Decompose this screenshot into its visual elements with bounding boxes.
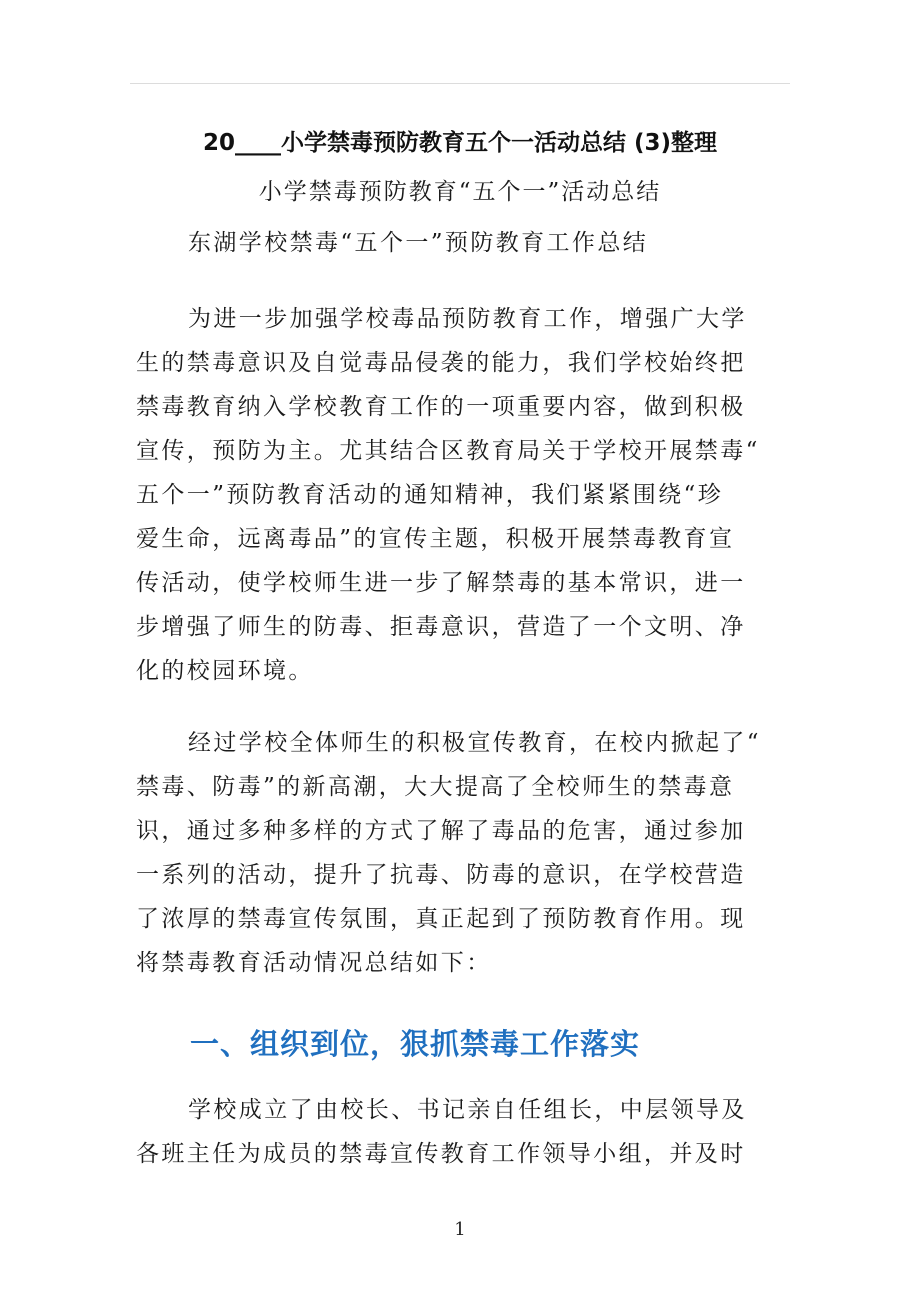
paragraph-line: 化的校园环境。: [136, 658, 314, 684]
paragraph-line: 学校成立了由校长、书记亲自任组长，中层领导及: [188, 1097, 747, 1123]
paragraph-line: 经过学校全体师生的积极宣传教育，在校内掀起了“: [188, 730, 761, 756]
paragraph-line: 禁毒、防毒”的新高潮，大大提高了全校师生的禁毒意: [136, 774, 735, 800]
paragraph-2: [136, 721, 784, 985]
paragraph-line: 步增强了师生的防毒、拒毒意识，营造了一个文明、净: [136, 614, 746, 640]
paragraph-line: 各班主任为成员的禁毒宣传教育工作领导小组，并及时: [136, 1141, 746, 1167]
intro-line: 东湖学校禁毒“五个一”预防教育工作总结: [188, 230, 649, 256]
paragraph-line: 识，通过多种多样的方式了解了毒品的危害，通过参加: [136, 818, 746, 844]
document-title: 20____小学禁毒预防教育五个一活动总结 (3)整理: [202, 130, 718, 156]
intro-paragraph: [136, 221, 784, 265]
paragraph-line: 禁毒教育纳入学校教育工作的一项重要内容，做到积极: [136, 394, 746, 420]
page-number: 1: [454, 1219, 466, 1240]
paragraph-line: 宣传，预防为主。尤其结合区教育局关于学校开展禁毒“: [136, 438, 760, 464]
document-subtitle: 小学禁毒预防教育“五个一”活动总结: [258, 179, 662, 205]
paragraph-line: 将禁毒教育活动情况总结如下：: [136, 950, 492, 976]
paragraph-1: [136, 297, 784, 693]
paragraph-line: 为进一步加强学校毒品预防教育工作，增强广大学: [188, 306, 747, 332]
paragraph-line: 了浓厚的禁毒宣传氛围，真正起到了预防教育作用。现: [136, 906, 746, 932]
header-divider: [130, 83, 790, 84]
paragraph-line: 生的禁毒意识及自觉毒品侵袭的能力，我们学校始终把: [136, 350, 746, 376]
section-heading: 一、组织到位，狠抓禁毒工作落实: [190, 1027, 641, 1061]
paragraph-line: 爱生命，远离毒品”的宣传主题，积极开展禁毒教育宣: [136, 526, 735, 552]
paragraph-line: 五个一”预防教育活动的通知精神，我们紧紧围绕“珍: [136, 482, 724, 508]
paragraph-3: [136, 1088, 784, 1176]
paragraph-line: 传活动，使学校师生进一步了解禁毒的基本常识，进一: [136, 570, 746, 596]
paragraph-line: 一系列的活动，提升了抗毒、防毒的意识，在学校营造: [136, 862, 746, 888]
